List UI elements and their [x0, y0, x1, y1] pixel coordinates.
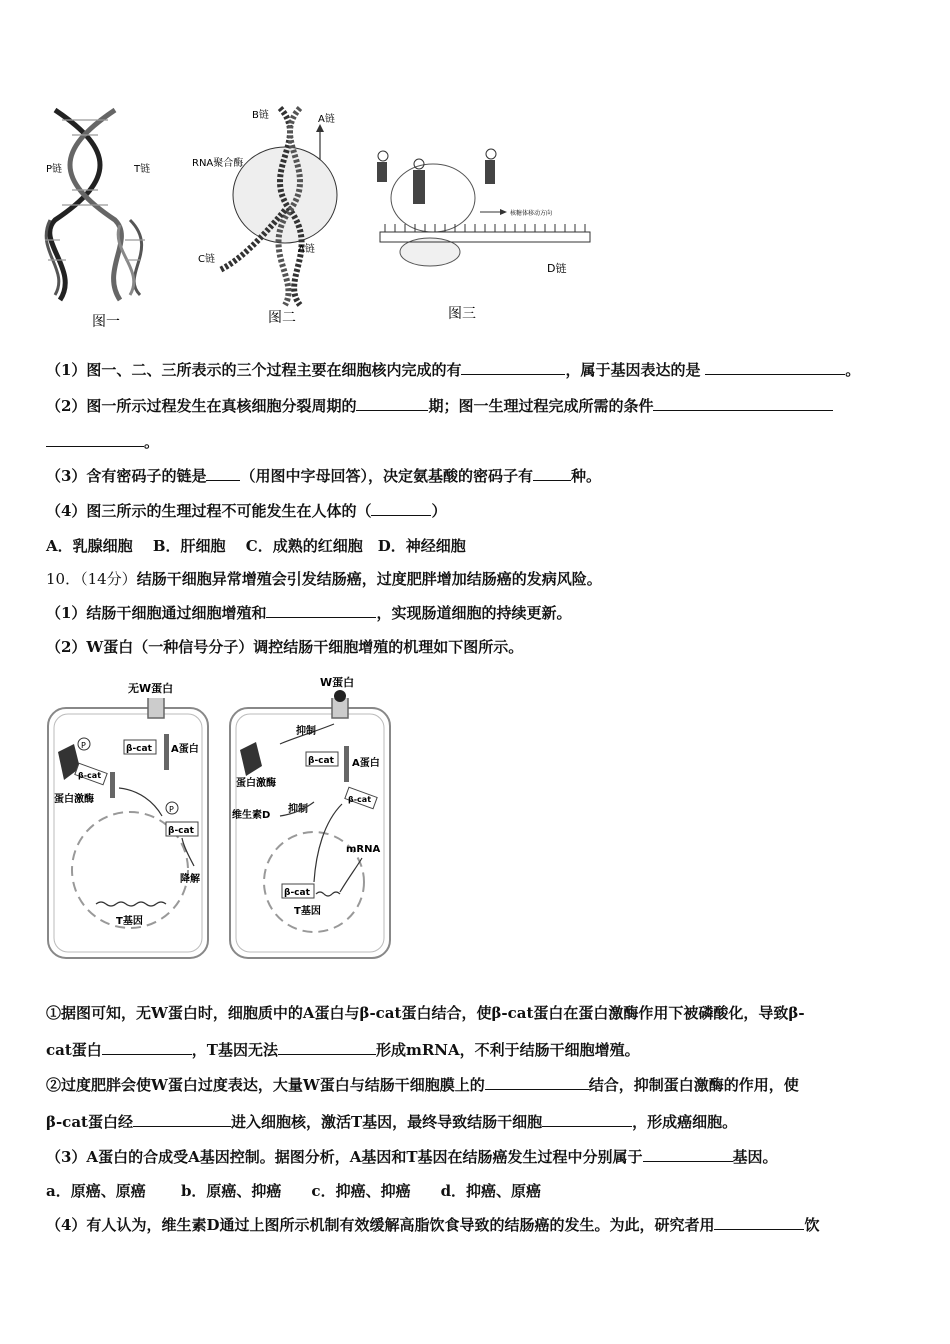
left-bcat-2: β-cat	[78, 771, 102, 780]
q10-c1-blank-1[interactable]	[102, 1040, 192, 1055]
q10-options	[46, 1181, 541, 1201]
q10-c1-text-c: ，T基因无法	[191, 1041, 278, 1059]
q9-part2-cont	[46, 432, 159, 452]
q10-part1-blank[interactable]	[266, 603, 376, 618]
q9-part3-text-c: 种。	[570, 467, 601, 485]
left-kinase: 蛋白激酶	[54, 794, 94, 805]
q9-part2-blank-3[interactable]	[46, 432, 144, 447]
q9-part3-text-b: （用图中字母回答），决定氨基酸的密码子有	[240, 467, 533, 485]
label-c-chain: C链	[198, 254, 215, 265]
left-bcat-3: β-cat	[168, 826, 194, 836]
q9-part2-text-a: （2）图一所示过程发生在真核细胞分裂周期的	[46, 397, 357, 415]
q10-c2-blank-1[interactable]	[485, 1075, 589, 1090]
q10-part3	[46, 1147, 778, 1167]
left-t-gene: T基因	[116, 916, 143, 927]
q10-part4	[46, 1215, 819, 1235]
q9-part1-text-c: 。	[845, 361, 861, 379]
figure-3-translation	[355, 140, 605, 330]
q9-options	[46, 536, 466, 556]
q10-part2-text: （2）W蛋白（一种信号分子）调控结肠干细胞增殖的机理如下图所示。	[46, 638, 524, 656]
q9-part2-blank-1[interactable]	[356, 396, 428, 411]
q10-score: （14分）	[80, 570, 137, 588]
q10-c1-text-d: 形成mRNA，不利于结肠干细胞增殖。	[375, 1041, 640, 1059]
q10-stem-text: 结肠干细胞异常增殖会引发结肠癌，过度肥胖增加结肠癌的发病风险。	[136, 570, 602, 588]
q9-part3	[46, 466, 601, 486]
q10-c1-text-a: ①据图可知，无W蛋白时，细胞质中的A蛋白与β-cat蛋白结合，使β-cat蛋白在蛋白激酶作用下被磷酸化，导致β-	[46, 1004, 805, 1022]
right-bcat-2: β-cat	[348, 795, 372, 804]
q10-stem	[46, 569, 602, 589]
q9-part4-text-a: （4）图三所示的生理过程不可能发生在人体的（	[46, 502, 372, 520]
q10-number: 10．	[46, 570, 81, 588]
q10-part3-blank[interactable]	[643, 1147, 733, 1162]
label-rna-polymerase: RNA聚合酶	[192, 158, 244, 169]
label-t-chain: T链	[134, 164, 151, 175]
q10-c2-text-a: ②过度肥胖会使W蛋白过度表达，大量W蛋白与结肠干细胞膜上的	[46, 1076, 485, 1094]
q9-part3-blank-1[interactable]	[206, 466, 240, 481]
q10-part2	[46, 637, 523, 657]
right-kinase: 蛋白激酶	[236, 778, 276, 789]
right-t-gene: T基因	[294, 906, 321, 917]
q10-c1-line2	[46, 1040, 640, 1060]
label-p-chain: P链	[46, 164, 63, 175]
q9-part1-blank-1[interactable]	[461, 360, 565, 375]
q10-c2-blank-3[interactable]	[542, 1112, 632, 1127]
q10-part1	[46, 603, 571, 623]
q10-c2-line2	[46, 1112, 737, 1132]
q10-c1-blank-2[interactable]	[278, 1040, 376, 1055]
q9-part3-text-a: （3）含有密码子的链是	[46, 467, 207, 485]
right-bcat-1: β-cat	[308, 756, 334, 766]
q9-part2-blank-2[interactable]	[653, 396, 833, 411]
q10-c2-text-d: 进入细胞核，激活T基因，最终导致结肠干细胞	[230, 1113, 543, 1131]
q10-c2-text-e: ，形成癌细胞。	[632, 1113, 738, 1131]
q9-part1-text-b: ，属于基因表达的是	[565, 361, 701, 379]
figure-w-protein-mechanism	[44, 672, 394, 964]
q10-c2-text-c: β-cat蛋白经	[46, 1113, 133, 1131]
figure-1-caption: 图一	[92, 314, 120, 330]
q9-options-text[interactable]: A．乳腺细胞 B．肝细胞 C．成熟的红细胞 D．神经细胞	[46, 537, 466, 555]
q10-c2-text-b: 结合，抑制蛋白激酶的作用，使	[588, 1076, 799, 1094]
q10-options-text[interactable]: a．原癌、原癌 b．原癌、抑癌 c．抑癌、抑癌 d．抑癌、原癌	[46, 1182, 542, 1200]
q9-part1-blank-2[interactable]	[705, 360, 845, 375]
q9-part1-text-a: （1）图一、二、三所表示的三个过程主要在细胞核内完成的有	[46, 361, 462, 379]
right-mrna: mRNA	[346, 844, 381, 855]
left-title-no-w-protein: 无W蛋白	[128, 682, 174, 695]
label-a-chain-bottom: A链	[298, 244, 315, 255]
figure-2-caption: 图二	[268, 310, 296, 326]
q10-part4-text-b: 饮	[804, 1216, 820, 1234]
q9-part2-text-c: 。	[144, 433, 160, 451]
q9-part3-blank-2[interactable]	[533, 466, 571, 481]
figure-1-dna-replication	[40, 100, 170, 335]
right-vitd: 维生素D	[232, 810, 271, 821]
q10-c2-blank-2[interactable]	[133, 1112, 231, 1127]
left-bcat-1: β-cat	[126, 744, 152, 754]
label-d-chain: D链	[547, 262, 567, 275]
q10-c2-line1	[46, 1075, 799, 1095]
label-b-chain: B链	[252, 110, 269, 121]
left-degrade: 降解	[180, 874, 200, 885]
right-bcat-3: β-cat	[284, 888, 310, 898]
figure-3-caption: 图三	[448, 306, 476, 322]
q9-part4-text-b: ）	[431, 502, 447, 520]
right-a-protein: A蛋白	[352, 758, 380, 769]
q9-part4	[46, 501, 446, 521]
q10-part1-text-b: ，实现肠道细胞的持续更新。	[376, 604, 572, 622]
figure-2-transcription	[190, 100, 350, 335]
q9-part2-text-b: 期；图一生理过程完成所需的条件	[428, 397, 654, 415]
q10-c1-text-b: cat蛋白	[46, 1041, 102, 1059]
q9-part1	[46, 360, 860, 380]
q10-part4-blank[interactable]	[714, 1215, 804, 1230]
label-ribosome-direction: 核糖体移动方向	[510, 210, 553, 217]
right-title-w-protein: W蛋白	[320, 676, 355, 689]
q9-part2	[46, 396, 833, 416]
left-a-protein: A蛋白	[171, 744, 199, 755]
q10-part1-text-a: （1）结肠干细胞通过细胞增殖和	[46, 604, 267, 622]
right-inhibit-2: 抑制	[288, 804, 308, 815]
label-a-chain-top: A链	[318, 114, 335, 125]
q10-part3-text-b: 基因。	[732, 1148, 778, 1166]
left-p-1: P	[81, 741, 86, 750]
left-p-2: P	[169, 805, 174, 814]
q10-c1-line1	[46, 1003, 805, 1023]
q10-part4-text-a: （4）有人认为，维生素D通过上图所示机制有效缓解高脂饮食导致的结肠癌的发生。为此，研究者用	[46, 1216, 715, 1234]
q9-part4-blank[interactable]	[371, 501, 431, 516]
right-inhibit-1: 抑制	[296, 726, 316, 737]
q10-part3-text-a: （3）A蛋白的合成受A基因控制。据图分析，A基因和T基因在结肠癌发生过程中分别属于	[46, 1148, 643, 1166]
